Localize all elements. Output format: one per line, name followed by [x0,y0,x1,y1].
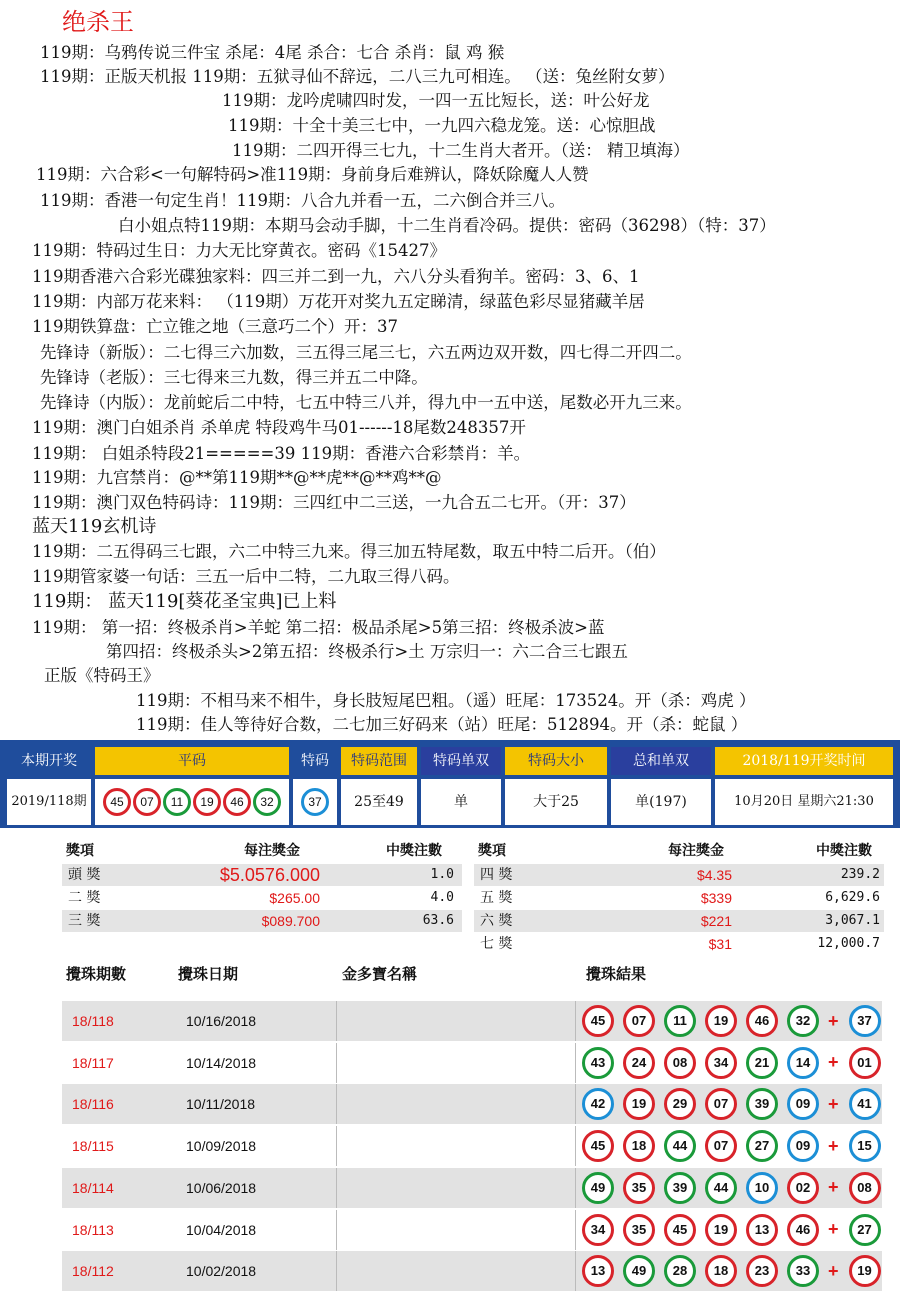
lottery-ball: 07 [133,788,161,816]
history-row [62,1210,882,1250]
result-ball: 07 [705,1130,737,1162]
result-ball: 49 [582,1172,614,1204]
prize-name: 頭 獎 [68,867,101,883]
history-name-cell [336,1210,576,1250]
result-ball: 19 [705,1005,737,1037]
history-date: 10/09/2018 [186,1138,257,1155]
lottery-ball: 45 [103,788,131,816]
prize-row [62,864,462,886]
prize-header: 每注獎金 [668,842,724,858]
history-name-cell [336,1001,576,1041]
lottery-ball: 11 [163,788,191,816]
history-date: 10/06/2018 [186,1179,257,1196]
history-row [62,1251,882,1291]
history-balls [582,1047,890,1079]
result-ball: 24 [623,1047,655,1079]
history-issue: 18/116 [72,1096,114,1113]
history-date: 10/02/2018 [186,1263,257,1280]
result-ball: 34 [705,1047,737,1079]
text-line: 119期：香港一句定生肖！119期：八合九并看一五，二六倒合并三八。 [40,191,565,210]
result-ball: 45 [664,1214,696,1246]
draw-issue: 2019/118期 [7,779,91,825]
text-line: 蓝天119玄机诗 [32,516,157,537]
prize-money: $4.35 [696,867,732,883]
prize-header: 獎項 [66,842,94,858]
history-row [62,1043,882,1083]
text-line: 119期：不相马来不相牛，身长肢短尾巴粗。（遥）旺尾：173524。开（杀：鸡虎 ） [136,691,756,710]
history-row [62,1126,882,1166]
history-date: 10/16/2018 [186,1013,257,1029]
result-ball: 44 [705,1172,737,1204]
result-ball: 09 [787,1088,819,1120]
text-line: 正版《特码王》 [44,666,160,685]
result-ball: 19 [623,1088,655,1120]
page-title: 绝杀王 [62,8,134,36]
text-line: 119期：澳门双色特码诗：119期：三四红中二三送，一九合五二七开。（开：37） [32,493,636,512]
result-ball: 23 [746,1255,778,1287]
result-ball: 28 [664,1255,696,1287]
text-line: 先锋诗（老版）：三七得来三九数，得三并五二中降。 [40,368,428,387]
result-ball: 45 [582,1130,614,1162]
history-name-cell [336,1251,576,1291]
history-date: 10/11/2018 [186,1096,256,1113]
history-date: 10/14/2018 [186,1054,257,1071]
prize-name: 七 獎 [480,936,513,952]
special-number [293,779,337,825]
sum-odd-even: 单(197) [611,779,711,825]
special-result-ball: 08 [849,1172,881,1204]
prize-row [474,910,884,932]
prize-name: 二 獎 [68,890,101,906]
special-ball: 37 [301,788,329,816]
history-name-cell [336,1043,576,1083]
special-size: 大于25 [505,779,607,825]
history-header: 攪珠日期 [178,965,239,983]
result-ball: 35 [623,1214,655,1246]
history-row [62,1001,882,1041]
result-ball: 13 [746,1214,778,1246]
header-special-odd-even: 特码单双 [421,747,501,775]
history-balls [582,1214,890,1246]
result-ball: 34 [582,1214,614,1246]
draw-results-table [0,740,900,828]
prize-count: 239.2 [840,867,880,882]
text-line: 119期管家婆一句话：三五一后中二特，二九取三得八码。 [32,567,460,586]
result-ball: 33 [787,1255,819,1287]
plus-icon: + [828,1052,839,1073]
header-current-draw: 本期开奖 [7,747,91,775]
history-header: 攪珠結果 [586,965,647,983]
prize-name: 四 獎 [480,867,513,883]
result-ball: 11 [664,1005,696,1037]
prize-header: 每注獎金 [244,842,300,858]
header-special-size: 特码大小 [505,747,607,775]
text-line: 白小姐点特119期：本期马会动手脚，十二生肖看冷码。提供：密码（36298）（特：37） [118,216,776,235]
history-name-cell [336,1168,576,1208]
text-line: 119期：澳门白姐杀肖 杀单虎 特段鸡牛马01------18尾数248357开 [32,418,526,437]
prize-count: 4.0 [430,890,454,905]
result-ball: 35 [623,1172,655,1204]
history-balls [582,1130,890,1162]
header-special-number: 特码 [293,747,337,775]
result-ball: 08 [664,1047,696,1079]
text-line: 119期：二四开得三七九，十二生肖大者开。（送： 精卫填海） [232,141,690,160]
prize-header: 獎項 [478,842,506,858]
prize-row [474,887,884,909]
header-special-range: 特码范围 [341,747,417,775]
prize-row [474,864,884,886]
prize-money: $5.0576.000 [219,865,320,885]
history-name-cell [336,1126,576,1166]
lottery-ball: 46 [223,788,251,816]
plus-icon: + [828,1010,839,1031]
draw-time: 10月20日 星期六21:30 [715,779,893,825]
text-line: 先锋诗（新版）：二七得三六加数，三五得三尾三七，六五两边双开数，四七得二开四二。 [40,343,692,362]
result-ball: 18 [623,1130,655,1162]
history-issue: 18/117 [72,1054,114,1071]
history-date: 10/04/2018 [186,1221,257,1238]
text-line: 119期： 白姐杀特段21=====39 119期：香港六合彩禁肖：羊。 [32,444,531,463]
result-ball: 07 [705,1088,737,1120]
text-line: 119期： 蓝天119[葵花圣宝典]已上料 [32,591,337,612]
prize-money: $089.700 [261,913,320,929]
history-row [62,1084,882,1124]
special-odd-even: 单 [421,779,501,825]
text-line: 第四招：终极杀头>2第五招：终极杀行>土 万宗归一：六二合三七跟五 [106,642,628,661]
result-ball: 19 [705,1214,737,1246]
history-balls [582,1088,890,1120]
history-name-cell [336,1084,576,1124]
text-line: 119期：十全十美三七中，一九四六稳龙笼。送：心惊胆战 [228,116,656,135]
regular-numbers [95,779,289,825]
lottery-ball: 32 [253,788,281,816]
result-ball: 13 [582,1255,614,1287]
header-draw-time: 2018/119开奖时间 [715,747,893,775]
special-result-ball: 37 [849,1005,881,1037]
text-line: 119期：特码过生日：力大无比穿黄衣。密码《15427》 [32,241,446,260]
prize-name: 五 獎 [480,890,513,906]
special-result-ball: 27 [849,1214,881,1246]
special-result-ball: 01 [849,1047,881,1079]
result-ball: 02 [787,1172,819,1204]
result-ball: 18 [705,1255,737,1287]
result-ball: 32 [787,1005,819,1037]
text-line: 119期：佳人等待好合数，二七加三好码来（站）旺尾：512894。开（杀：蛇鼠 ） [136,715,748,734]
header-regular-numbers: 平码 [95,747,289,775]
result-ball: 43 [582,1047,614,1079]
special-result-ball: 15 [849,1130,881,1162]
prize-count: 1.0 [430,867,454,882]
result-ball: 07 [623,1005,655,1037]
text-line: 119期：内部万花来料： （119期）万花开对奖九五定睇清，绿蓝色彩尽显猪藏羊居 [32,292,645,311]
prize-money: $339 [700,890,732,906]
prize-name: 三 獎 [68,913,101,929]
result-ball: 10 [746,1172,778,1204]
text-line: 119期：九宫禁肖：@**第119期**@**虎**@**鸡**@ [32,468,442,487]
text-line: 119期： 第一招：终极杀肖>羊蛇 第二招：极品杀尾>5第三招：终极杀波>蓝 [32,618,605,637]
result-ball: 45 [582,1005,614,1037]
result-ball: 29 [664,1088,696,1120]
prize-money: $31 [708,936,732,952]
plus-icon: + [828,1135,839,1156]
history-row [62,1168,882,1208]
text-line: 119期：六合彩<一句解特码>准119期：身前身后难辨认，降妖除魔人人赞 [36,165,589,184]
history-issue: 18/112 [72,1263,114,1280]
prize-money: $221 [700,913,732,929]
text-line: 先锋诗（内版）：龙前蛇后二中特，七五中特三八并，得九中一五中送，尾数必开九三来。 [40,393,692,412]
result-ball: 39 [746,1088,778,1120]
special-result-ball: 19 [849,1255,881,1287]
history-header: 攪珠期數 [66,965,127,983]
plus-icon: + [828,1219,839,1239]
prize-count: 12,000.7 [817,936,880,951]
prize-money: $265.00 [269,890,320,906]
result-ball: 27 [746,1130,778,1162]
history-balls [582,1255,890,1287]
prize-count: 3,067.1 [825,913,880,928]
result-ball: 09 [787,1130,819,1162]
result-ball: 49 [623,1255,655,1287]
prize-row [474,933,884,955]
prize-header: 中獎注數 [816,842,872,858]
text-line: 119期：龙吟虎啸四时发，一四一五比短长，送：叶公好龙 [222,91,650,110]
text-line: 119期：正版天机报 119期：五狱寻仙不辞远，二八三九可相连。 （送：兔丝附女萝） [40,67,675,86]
prize-row [62,910,462,932]
result-ball: 46 [746,1005,778,1037]
plus-icon: + [828,1177,839,1198]
text-line: 119期：乌鸦传说三件宝 杀尾：4尾 杀合：七合 杀肖：鼠 鸡 猴 [40,43,505,62]
history-issue: 18/115 [72,1138,114,1155]
plus-icon: + [828,1260,839,1281]
history-issue: 18/118 [72,1013,114,1029]
history-balls [582,1005,890,1037]
result-ball: 46 [787,1214,819,1246]
history-issue: 18/114 [72,1179,114,1196]
prize-row [62,887,462,909]
history-balls [582,1172,890,1204]
result-ball: 21 [746,1047,778,1079]
lottery-ball: 19 [193,788,221,816]
prize-count: 6,629.6 [825,890,880,905]
text-line: 119期：二五得码三七跟，六二中特三九来。得三加五特尾数，取五中特二后开。（伯） [32,542,666,561]
prize-name: 六 獎 [480,913,513,929]
result-ball: 14 [787,1047,819,1079]
plus-icon: + [828,1093,839,1114]
prize-header: 中獎注數 [386,842,442,858]
result-ball: 39 [664,1172,696,1204]
prize-count: 63.6 [422,913,454,928]
text-line: 119期香港六合彩光碟独家料：四三并二到一九，六八分头看狗羊。密码：3、6、1 [32,267,640,286]
header-sum-odd-even: 总和单双 [611,747,711,775]
special-range: 25至49 [341,779,417,825]
history-issue: 18/113 [72,1221,114,1238]
result-ball: 44 [664,1130,696,1162]
text-line: 119期铁算盘：亡立锥之地（三意巧二个）开：37 [32,317,398,336]
history-header: 金多寶名稱 [342,965,418,983]
special-result-ball: 41 [849,1088,881,1120]
result-ball: 42 [582,1088,614,1120]
